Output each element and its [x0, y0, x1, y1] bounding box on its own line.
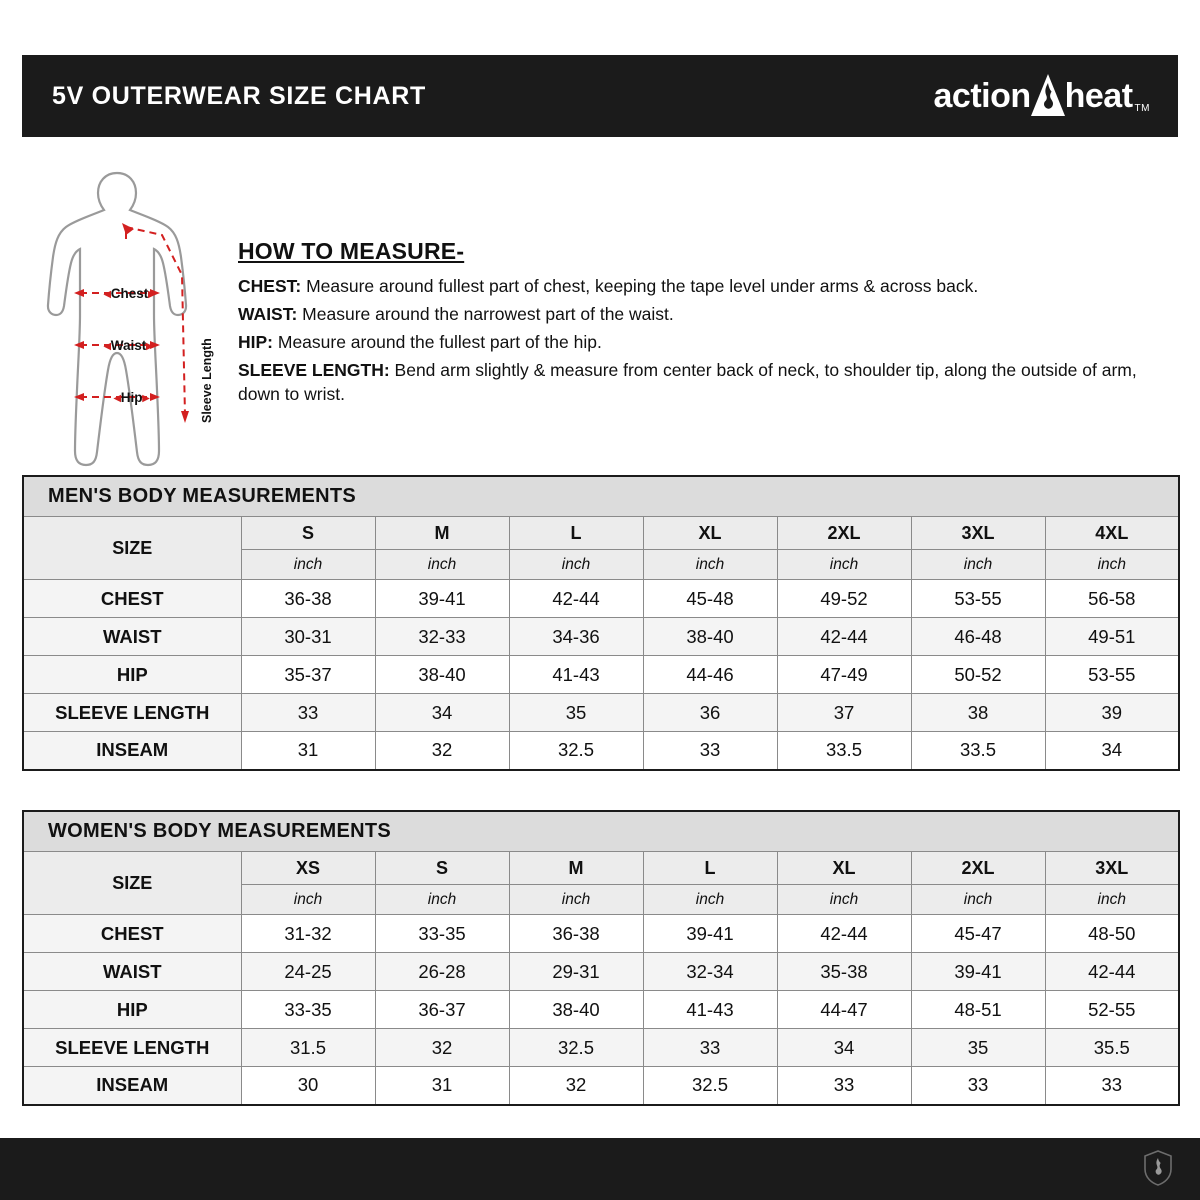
table-row — [23, 618, 1179, 656]
mens-row-label-1: WAIST — [23, 618, 241, 656]
womens-size-2: M — [509, 852, 643, 885]
womens-cell-2-4: 44-47 — [777, 991, 911, 1029]
table-row — [23, 694, 1179, 732]
womens-caption: WOMEN'S BODY MEASUREMENTS — [23, 811, 1179, 852]
mens-row-label-3: SLEEVE LENGTH — [23, 694, 241, 732]
mens-cell-1-6: 49-51 — [1045, 618, 1179, 656]
womens-row-label-0: CHEST — [23, 915, 241, 953]
brand-logo — [934, 74, 1151, 118]
womens-size-header-row — [23, 852, 1179, 885]
mens-cell-0-3: 45-48 — [643, 580, 777, 618]
mens-cell-1-4: 42-44 — [777, 618, 911, 656]
womens-cell-3-5: 35 — [911, 1029, 1045, 1067]
mens-cell-1-5: 46-48 — [911, 618, 1045, 656]
womens-row-label-2: HIP — [23, 991, 241, 1029]
womens-cell-0-2: 36-38 — [509, 915, 643, 953]
mens-cell-0-0: 36-38 — [241, 580, 375, 618]
measure-text-waist: Measure around the narrowest part of the waist. — [297, 303, 674, 324]
mens-unit-5: inch — [911, 550, 1045, 580]
mens-size-6: 4XL — [1045, 517, 1179, 550]
mens-cell-2-2: 41-43 — [509, 656, 643, 694]
womens-cell-4-0: 30 — [241, 1067, 375, 1105]
mens-size-5: 3XL — [911, 517, 1045, 550]
womens-cell-1-3: 32-34 — [643, 953, 777, 991]
mens-cell-4-4: 33.5 — [777, 732, 911, 770]
womens-size-5: 2XL — [911, 852, 1045, 885]
womens-cell-0-5: 45-47 — [911, 915, 1045, 953]
mens-cell-2-3: 44-46 — [643, 656, 777, 694]
page-title: 5V OUTERWEAR SIZE CHART — [52, 81, 426, 110]
table-row — [23, 656, 1179, 694]
mens-cell-3-5: 38 — [911, 694, 1045, 732]
mens-cell-3-4: 37 — [777, 694, 911, 732]
measure-item-chest — [238, 274, 1178, 299]
mens-cell-2-1: 38-40 — [375, 656, 509, 694]
mens-measurements-table — [22, 475, 1180, 771]
measure-text-sleeve-length: Bend arm slightly & measure from center back of neck, to shoulder tip, along the outside of arm, down to wrist. — [238, 359, 1137, 405]
mens-caption: MEN'S BODY MEASUREMENTS — [23, 476, 1179, 517]
womens-cell-3-6: 35.5 — [1045, 1029, 1179, 1067]
womens-cell-1-2: 29-31 — [509, 953, 643, 991]
mens-cell-1-0: 30-31 — [241, 618, 375, 656]
womens-cell-0-3: 39-41 — [643, 915, 777, 953]
mens-unit-3: inch — [643, 550, 777, 580]
table-row — [23, 953, 1179, 991]
womens-unit-4: inch — [777, 885, 911, 915]
mens-cell-2-5: 50-52 — [911, 656, 1045, 694]
table-row — [23, 732, 1179, 770]
womens-cell-4-6: 33 — [1045, 1067, 1179, 1105]
womens-cell-3-3: 33 — [643, 1029, 777, 1067]
womens-cell-1-6: 42-44 — [1045, 953, 1179, 991]
womens-cell-2-3: 41-43 — [643, 991, 777, 1029]
measure-text-hip: Measure around the fullest part of the hip. — [273, 331, 602, 352]
mens-cell-2-0: 35-37 — [241, 656, 375, 694]
measure-term-waist: WAIST: — [238, 303, 298, 324]
mens-size-1: M — [375, 517, 509, 550]
womens-cell-3-4: 34 — [777, 1029, 911, 1067]
womens-cell-2-5: 48-51 — [911, 991, 1045, 1029]
mens-row-label-2: HIP — [23, 656, 241, 694]
mens-cell-4-2: 32.5 — [509, 732, 643, 770]
mens-unit-2: inch — [509, 550, 643, 580]
mens-cell-4-3: 33 — [643, 732, 777, 770]
womens-cell-4-3: 32.5 — [643, 1067, 777, 1105]
mens-size-4: 2XL — [777, 517, 911, 550]
mens-row-label-4: INSEAM — [23, 732, 241, 770]
table-row — [23, 915, 1179, 953]
mens-cell-0-1: 39-41 — [375, 580, 509, 618]
womens-row-label-4: INSEAM — [23, 1067, 241, 1105]
mens-cell-4-1: 32 — [375, 732, 509, 770]
figure-label-sleeve-length: Sleeve Length — [200, 338, 214, 423]
brand-name-part2: heat — [1064, 77, 1133, 115]
mens-cell-3-0: 33 — [241, 694, 375, 732]
womens-row-label-3: SLEEVE LENGTH — [23, 1029, 241, 1067]
womens-size-6: 3XL — [1045, 852, 1179, 885]
mens-cell-1-1: 32-33 — [375, 618, 509, 656]
womens-caption-row — [23, 811, 1179, 852]
womens-row-label-1: WAIST — [23, 953, 241, 991]
mens-cell-2-4: 47-49 — [777, 656, 911, 694]
womens-cell-0-4: 42-44 — [777, 915, 911, 953]
measure-term-hip: HIP: — [238, 331, 273, 352]
mens-unit-6: inch — [1045, 550, 1179, 580]
brand-trademark: TM — [1134, 103, 1150, 114]
table-row — [23, 1067, 1179, 1105]
womens-cell-1-5: 39-41 — [911, 953, 1045, 991]
mens-unit-0: inch — [241, 550, 375, 580]
mens-unit-4: inch — [777, 550, 911, 580]
womens-cell-4-2: 32 — [509, 1067, 643, 1105]
mens-cell-0-5: 53-55 — [911, 580, 1045, 618]
womens-cell-4-4: 33 — [777, 1067, 911, 1105]
womens-cell-1-4: 35-38 — [777, 953, 911, 991]
mens-cell-0-4: 49-52 — [777, 580, 911, 618]
measure-item-sleeve-length — [238, 358, 1178, 408]
mens-cell-1-2: 34-36 — [509, 618, 643, 656]
mens-cell-1-3: 38-40 — [643, 618, 777, 656]
table-row — [23, 580, 1179, 618]
womens-unit-2: inch — [509, 885, 643, 915]
womens-cell-3-1: 32 — [375, 1029, 509, 1067]
womens-cell-0-0: 31-32 — [241, 915, 375, 953]
womens-cell-2-6: 52-55 — [1045, 991, 1179, 1029]
womens-unit-3: inch — [643, 885, 777, 915]
womens-unit-5: inch — [911, 885, 1045, 915]
womens-cell-4-1: 31 — [375, 1067, 509, 1105]
table-row — [23, 991, 1179, 1029]
mens-unit-1: inch — [375, 550, 509, 580]
womens-cell-3-2: 32.5 — [509, 1029, 643, 1067]
mens-cell-4-5: 33.5 — [911, 732, 1045, 770]
mens-cell-4-6: 34 — [1045, 732, 1179, 770]
body-measurement-figure — [22, 165, 237, 475]
mens-cell-2-6: 53-55 — [1045, 656, 1179, 694]
mens-cell-0-2: 42-44 — [509, 580, 643, 618]
mens-cell-3-6: 39 — [1045, 694, 1179, 732]
mens-row-label-0: CHEST — [23, 580, 241, 618]
page-header — [22, 55, 1178, 137]
womens-cell-2-2: 38-40 — [509, 991, 643, 1029]
shield-icon — [1144, 1150, 1172, 1186]
womens-cell-1-1: 26-28 — [375, 953, 509, 991]
mens-cell-4-0: 31 — [241, 732, 375, 770]
mens-size-2: L — [509, 517, 643, 550]
mens-cell-3-3: 36 — [643, 694, 777, 732]
mens-size-0: S — [241, 517, 375, 550]
figure-label-waist: ◂Waist▸ — [104, 338, 154, 353]
measure-item-hip — [238, 330, 1178, 355]
womens-cell-2-0: 33-35 — [241, 991, 375, 1029]
how-to-measure-title: HOW TO MEASURE- — [238, 238, 465, 264]
mens-size-3: XL — [643, 517, 777, 550]
mens-cell-0-6: 56-58 — [1045, 580, 1179, 618]
womens-cell-4-5: 33 — [911, 1067, 1045, 1105]
flame-icon — [1029, 74, 1067, 118]
womens-size-0: XS — [241, 852, 375, 885]
measure-term-chest: CHEST: — [238, 276, 302, 296]
womens-size-1: S — [375, 852, 509, 885]
womens-measurements-table — [22, 810, 1180, 1106]
mens-size-header-row — [23, 517, 1179, 550]
measure-term-sleeve-length: SLEEVE LENGTH: — [238, 359, 390, 380]
footer-bar — [0, 1138, 1200, 1200]
mens-caption-row — [23, 476, 1179, 517]
womens-cell-0-6: 48-50 — [1045, 915, 1179, 953]
figure-label-chest: ◂Chest▸ — [104, 286, 156, 301]
table-row — [23, 1029, 1179, 1067]
mens-size-label: SIZE — [23, 517, 241, 580]
womens-size-label: SIZE — [23, 852, 241, 915]
measure-item-waist — [238, 302, 1178, 327]
figure-label-hip: ◂Hip▸ — [114, 390, 150, 405]
womens-size-4: XL — [777, 852, 911, 885]
womens-unit-0: inch — [241, 885, 375, 915]
brand-name-part1: action — [933, 77, 1031, 115]
womens-cell-2-1: 36-37 — [375, 991, 509, 1029]
womens-size-3: L — [643, 852, 777, 885]
womens-cell-0-1: 33-35 — [375, 915, 509, 953]
womens-cell-3-0: 31.5 — [241, 1029, 375, 1067]
womens-cell-1-0: 24-25 — [241, 953, 375, 991]
mens-cell-3-1: 34 — [375, 694, 509, 732]
how-to-measure-section — [238, 238, 1178, 410]
womens-unit-6: inch — [1045, 885, 1179, 915]
measure-text-chest: Measure around fullest part of chest, keeping the tape level under arms & across back. — [301, 276, 979, 296]
womens-unit-1: inch — [375, 885, 509, 915]
mens-cell-3-2: 35 — [509, 694, 643, 732]
